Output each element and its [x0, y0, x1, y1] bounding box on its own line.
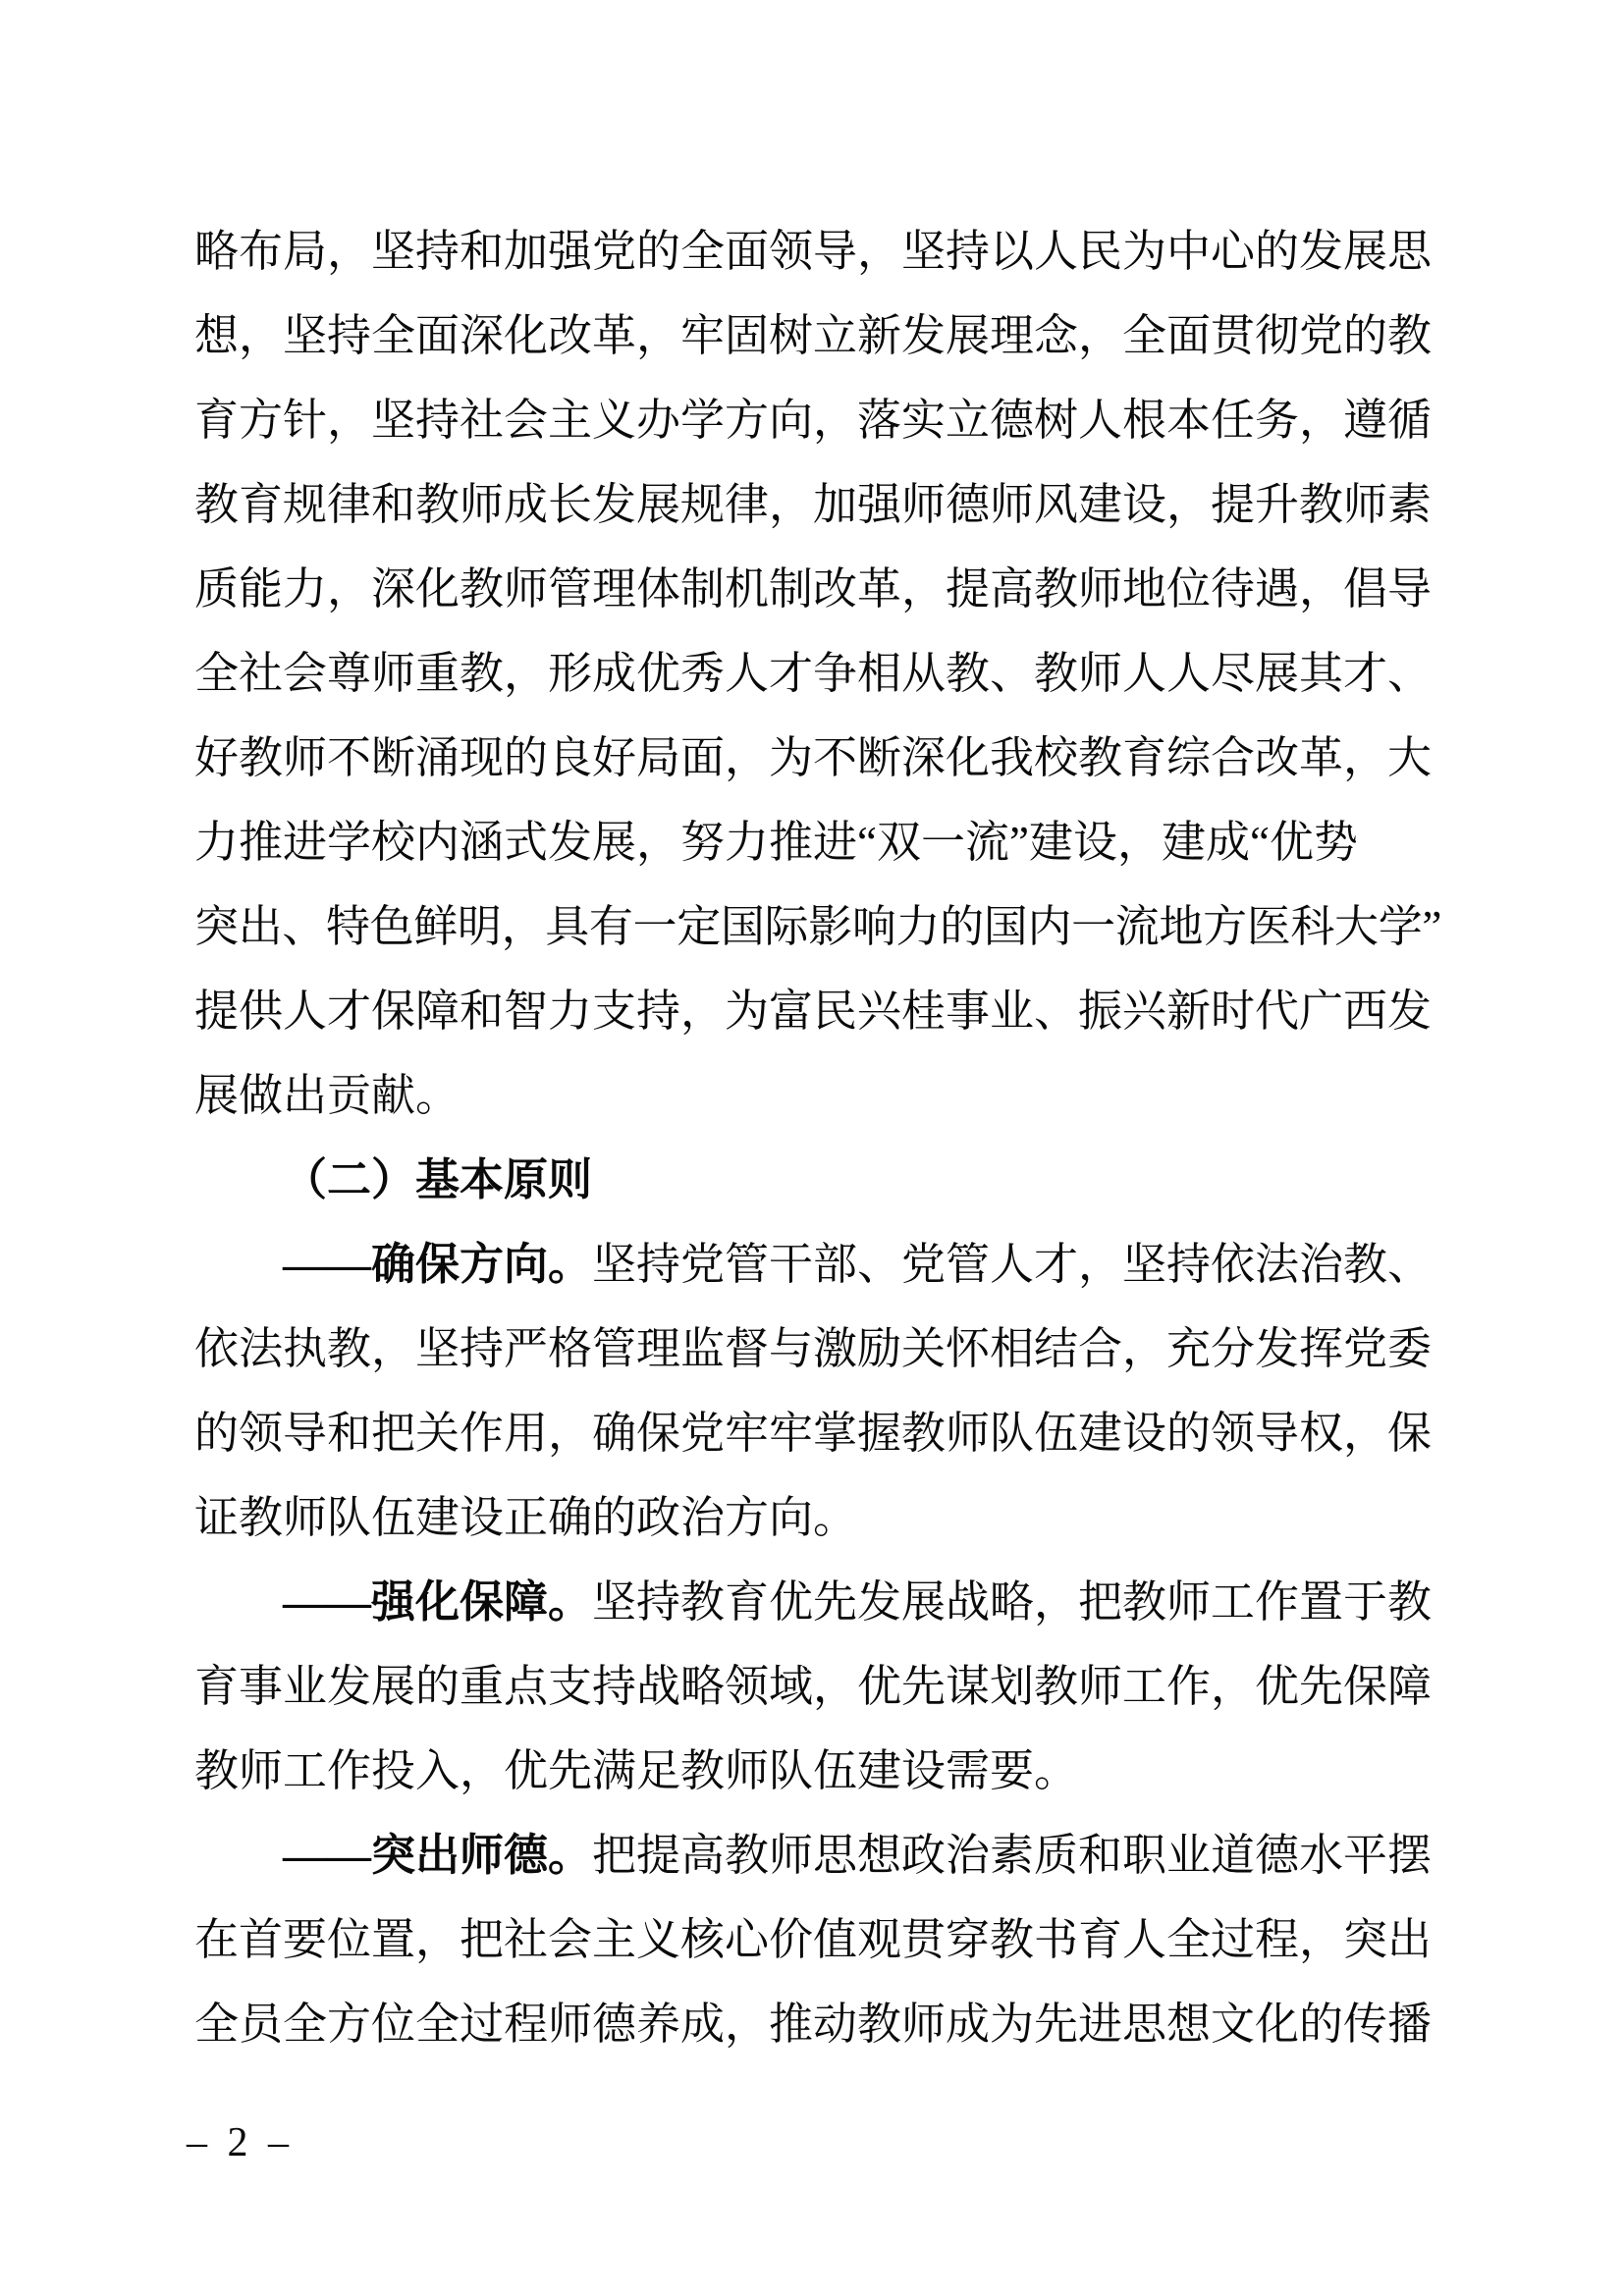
text-line: 略布局，坚持和加强党的全面领导，坚持以人民为中心的发展思 — [194, 227, 1433, 276]
text-line: 全员全方位全过程师德养成，推动教师成为先进思想文化的传播 — [194, 2000, 1433, 2049]
paragraph-lead-bold: ——突出师德。 — [283, 1831, 593, 1880]
text-line: 教师工作投入，优先满足教师队伍建设需要。 — [194, 1746, 1079, 1795]
text-line: 力推进学校内涵式发展，努力推进“双一流”建设，建成“优势 — [194, 818, 1358, 867]
paragraph-lead-bold: ——强化保障。 — [283, 1577, 593, 1627]
text-line: 展做出贡献。 — [194, 1071, 460, 1120]
text-line: 的领导和把关作用，确保党牢牢掌握教师队伍建设的领导权，保 — [194, 1409, 1433, 1458]
text-line: 突出、特色鲜明，具有一定国际影响力的国内一流地方医科大学” — [194, 902, 1441, 951]
paragraph-lead-bold: ——确保方向。 — [283, 1240, 593, 1289]
text-line: 好教师不断涌现的良好局面，为不断深化我校教育综合改革，大 — [194, 733, 1433, 782]
text-line: ——确保方向。坚持党管干部、党管人才，坚持依法治教、 — [283, 1240, 1433, 1289]
text-line: 依法执教，坚持严格管理监督与激励关怀相结合，充分发挥党委 — [194, 1324, 1433, 1373]
text-line: 在首要位置，把社会主义核心价值观贯穿教书育人全过程，突出 — [194, 1915, 1433, 1964]
section-heading: （二）基本原则 — [283, 1155, 593, 1204]
text-line: 教育规律和教师成长发展规律，加强师德师风建设，提升教师素 — [194, 480, 1433, 529]
text-line: 证教师队伍建设正确的政治方向。 — [194, 1493, 858, 1542]
page-number: – 2 – — [187, 2120, 294, 2165]
text-line: ——突出师德。把提高教师思想政治素质和职业道德水平摆 — [283, 1831, 1433, 1880]
text-line: 全社会尊师重教，形成优秀人才争相从教、教师人人尽展其才、 — [194, 649, 1433, 698]
text-line: 育事业发展的重点支持战略领域，优先谋划教师工作，优先保障 — [194, 1662, 1433, 1711]
text-block — [194, 209, 1441, 2066]
text-line: 提供人才保障和智力支持，为富民兴桂事业、振兴新时代广西发 — [194, 987, 1433, 1036]
text-line: 质能力，深化教师管理体制机制改革，提高教师地位待遇，倡导 — [194, 564, 1433, 614]
text-line: 育方针，坚持社会主义办学方向，落实立德树人根本任务，遵循 — [194, 396, 1433, 445]
text-line: 想，坚持全面深化改革，牢固树立新发展理念，全面贯彻党的教 — [194, 311, 1433, 360]
text-line: ——强化保障。坚持教育优先发展战略，把教师工作置于教 — [283, 1577, 1433, 1627]
